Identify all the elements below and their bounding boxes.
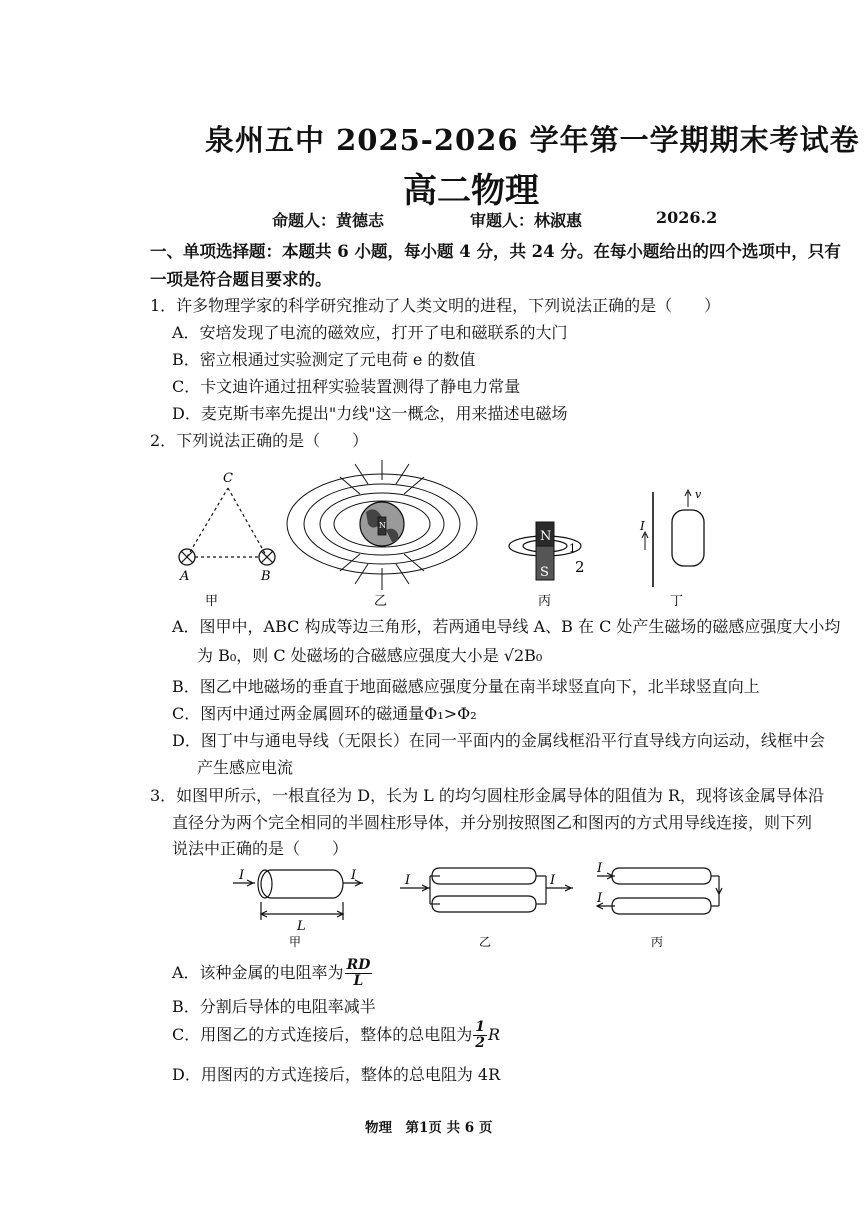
q2-option-d-line1: D．图丁中与通电导线（无限长）在同一平面内的金属线框沿平行直导线方向运动，线框中会: [172, 731, 825, 750]
fraction-numerator: RD: [346, 957, 371, 973]
fig-bing-magnet-rings: [509, 522, 585, 580]
label-a: A: [180, 569, 190, 584]
exam-date: 2026.2: [656, 208, 718, 227]
section-heading-line2: 一项是符合题目要求的。: [150, 270, 332, 289]
q2-stem: 2．下列说法正确的是（ ）: [150, 431, 369, 450]
label-b: B: [261, 569, 271, 584]
q3-option-c-suffix: R: [488, 1025, 501, 1044]
q2-option-b: B．图乙中地磁场的垂直于地面磁感应强度分量在南半球竖直向下，北半球竖直向上: [172, 677, 760, 696]
caption-jia: 甲: [289, 935, 302, 949]
caption-bing: 丙: [538, 594, 552, 609]
q1-option-a: A．安培发现了电流的磁效应，打开了电和磁联系的大门: [172, 323, 568, 342]
q1-option-d: D．麦克斯韦率先提出"力线"这一概念，用来描述电磁场: [172, 404, 568, 423]
length-label: L: [297, 919, 306, 934]
q3-option-a-text: A．该种金属的电阻率为: [172, 963, 344, 982]
exam-subtitle: 高二物理: [403, 171, 539, 211]
q3-option-c-text: C．用图乙的方式连接后，整体的总电阻为: [172, 1025, 473, 1044]
fig-yi-parallel: [400, 868, 573, 912]
q3-stem-line2: 直径分为两个完全相同的半圆柱形导体，并分别按照图乙和图丙的方式用导线连接，则下列: [172, 813, 813, 832]
q2-option-d-line2: 产生感应电流: [197, 758, 294, 777]
reviewer-label: 审题人：林淑惠: [470, 211, 583, 230]
yi-current-in: I: [405, 873, 411, 888]
bing-current-in: I: [597, 861, 603, 876]
caption-yi: 乙: [479, 935, 492, 949]
fig-jia-cylinder: [233, 870, 363, 920]
fig-jia-triangle: [179, 471, 275, 584]
caption-jia: 甲: [205, 594, 219, 609]
q1-option-b: B．密立根通过实验测定了元电荷 e 的数值: [172, 350, 476, 369]
velocity-label: v: [695, 488, 702, 501]
author-label: 命题人：黄德志: [272, 211, 385, 230]
exam-title: 泉州五中 2025-2026 学年第一学期期末考试卷: [205, 123, 860, 157]
fraction-denominator: 2: [475, 1035, 485, 1051]
earth-icon: [360, 502, 404, 546]
q3-option-c: [172, 1020, 500, 1051]
ring-2-label: 2: [575, 558, 585, 576]
q3-option-c-fraction: [473, 1020, 487, 1051]
yi-current-out: I: [550, 873, 556, 888]
q3-stem-line3: 说法中正确的是（ ）: [172, 839, 349, 858]
caption-yi: 乙: [374, 594, 388, 609]
earth-n-label: N: [379, 521, 386, 530]
fraction-numerator: 1: [475, 1019, 485, 1035]
q3-option-a-fraction: [345, 958, 373, 989]
q3-figures: [225, 858, 725, 950]
caption-bing: 丙: [651, 935, 664, 949]
magnet-s-label: S: [540, 565, 549, 580]
q2-option-a-line1: A．图甲中，ABC 构成等边三角形，若两通电导线 A、B 在 C 处产生磁场的磁感应强度大小均: [172, 617, 841, 636]
fig-ding-wire-loop: [639, 488, 704, 587]
jia-current-out: I: [351, 868, 357, 883]
q2-option-a-line2: 为 B₀，则 C 处磁场的合磁感应强度大小是 √2B₀: [197, 646, 543, 665]
q2-option-c: C．图丙中通过两金属圆环的磁通量Φ₁>Φ₂: [172, 704, 477, 723]
caption-ding: 丁: [670, 594, 684, 609]
section-heading-line1: 一、单项选择题：本题共 6 小题，每小题 4 分，共 24 分。在每小题给出的四个选项中，只有: [150, 242, 841, 261]
q1-stem: 1．许多物理学家的科学研究推动了人类文明的进程，下列说法正确的是（ ）: [150, 296, 721, 315]
bing-current-out: I: [597, 891, 603, 906]
jia-current-in: I: [239, 868, 245, 883]
q1-option-c: C．卡文迪许通过扭秤实验装置测得了静电力常量: [172, 377, 521, 396]
q2-figures: [150, 452, 850, 612]
q3-option-b: B．分割后导体的电阻率减半: [172, 997, 376, 1016]
fig-bing-series: [597, 868, 722, 914]
wire-current-label: I: [640, 519, 645, 533]
q3-option-d: D．用图丙的方式连接后，整体的总电阻为 4R: [172, 1065, 501, 1084]
q3-stem-line1: 3．如图甲所示，一根直径为 D，长为 L 的均匀圆柱形金属导体的阻值为 R，现将该金属导体沿: [150, 786, 825, 805]
ring-1-label: 1: [569, 542, 576, 555]
magnet-n-label: N: [540, 529, 552, 544]
page-footer: 物理 第1页 共 6 页: [365, 1120, 493, 1136]
q3-option-a: [172, 958, 373, 989]
label-c: C: [223, 471, 233, 486]
fraction-denominator: L: [353, 973, 364, 989]
